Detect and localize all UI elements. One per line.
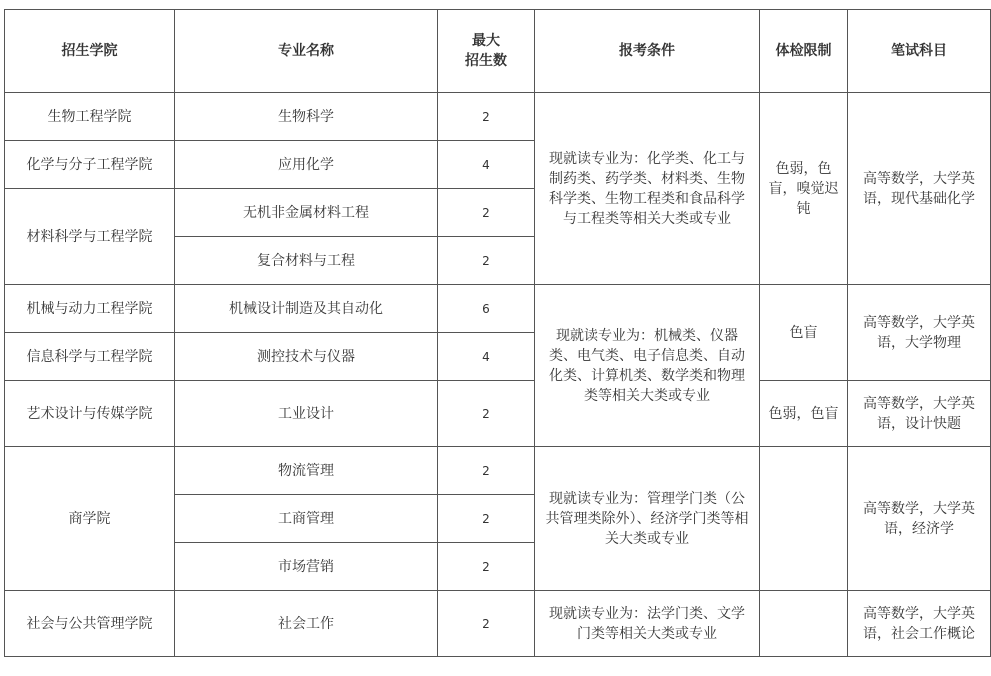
table-row (5, 285, 991, 333)
physical-cell: 色弱，色盲，嗅觉迟钝 (760, 93, 848, 285)
header-max-quota (438, 10, 535, 93)
major-cell: 工业设计 (175, 381, 438, 447)
major-cell: 工商管理 (175, 495, 438, 543)
header-max-line2: 招生数 (465, 53, 507, 69)
quota-cell: 2 (438, 381, 535, 447)
physical-cell-empty (760, 591, 848, 657)
exam-cell: 高等数学，大学英语，社会工作概论 (848, 591, 991, 657)
major-cell: 应用化学 (175, 141, 438, 189)
major-cell: 无机非金属材料工程 (175, 189, 438, 237)
major-cell: 物流管理 (175, 447, 438, 495)
quota-cell: 2 (438, 591, 535, 657)
table-row (5, 447, 991, 495)
conditions-cell: 现就读专业为：机械类、仪器类、电气类、电子信息类、自动化类、计算机类、数学类和物理类等相关大类或专业 (535, 285, 760, 447)
major-cell: 复合材料与工程 (175, 237, 438, 285)
conditions-cell: 现就读专业为：化学类、化工与制药类、药学类、材料类、生物科学类、生物工程类和食品科学与工程类等相关大类或专业 (535, 93, 760, 285)
physical-cell: 色盲 (760, 285, 848, 381)
conditions-cell: 现就读专业为：法学门类、文学门类等相关大类或专业 (535, 591, 760, 657)
quota-cell: 2 (438, 237, 535, 285)
major-cell: 生物科学 (175, 93, 438, 141)
header-exam: 笔试科目 (848, 10, 991, 93)
quota-cell: 2 (438, 543, 535, 591)
exam-cell: 高等数学，大学英语，大学物理 (848, 285, 991, 381)
quota-cell: 2 (438, 447, 535, 495)
college-cell: 信息科学与工程学院 (5, 333, 175, 381)
college-cell: 机械与动力工程学院 (5, 285, 175, 333)
physical-cell-empty (760, 447, 848, 591)
college-cell: 材料科学与工程学院 (5, 189, 175, 285)
college-cell: 艺术设计与传媒学院 (5, 381, 175, 447)
quota-cell: 6 (438, 285, 535, 333)
major-cell: 社会工作 (175, 591, 438, 657)
exam-cell: 高等数学，大学英语，设计快题 (848, 381, 991, 447)
header-row (5, 10, 991, 93)
admissions-table (4, 9, 991, 657)
college-cell: 商学院 (5, 447, 175, 591)
header-conditions: 报考条件 (535, 10, 760, 93)
quota-cell: 4 (438, 141, 535, 189)
table-row (5, 591, 991, 657)
college-cell: 社会与公共管理学院 (5, 591, 175, 657)
header-major: 专业名称 (175, 10, 438, 93)
table-row (5, 93, 991, 141)
header-physical: 体检限制 (760, 10, 848, 93)
table-row (5, 381, 991, 447)
exam-cell: 高等数学，大学英语，现代基础化学 (848, 93, 991, 285)
quota-cell: 2 (438, 189, 535, 237)
exam-cell: 高等数学，大学英语，经济学 (848, 447, 991, 591)
quota-cell: 2 (438, 495, 535, 543)
major-cell: 机械设计制造及其自动化 (175, 285, 438, 333)
header-max-line1: 最大 (472, 33, 500, 49)
physical-cell: 色弱，色盲 (760, 381, 848, 447)
header-college: 招生学院 (5, 10, 175, 93)
college-cell: 生物工程学院 (5, 93, 175, 141)
major-cell: 测控技术与仪器 (175, 333, 438, 381)
quota-cell: 2 (438, 93, 535, 141)
quota-cell: 4 (438, 333, 535, 381)
conditions-cell: 现就读专业为：管理学门类（公共管理类除外）、经济学门类等相关大类或专业 (535, 447, 760, 591)
major-cell: 市场营销 (175, 543, 438, 591)
college-cell: 化学与分子工程学院 (5, 141, 175, 189)
